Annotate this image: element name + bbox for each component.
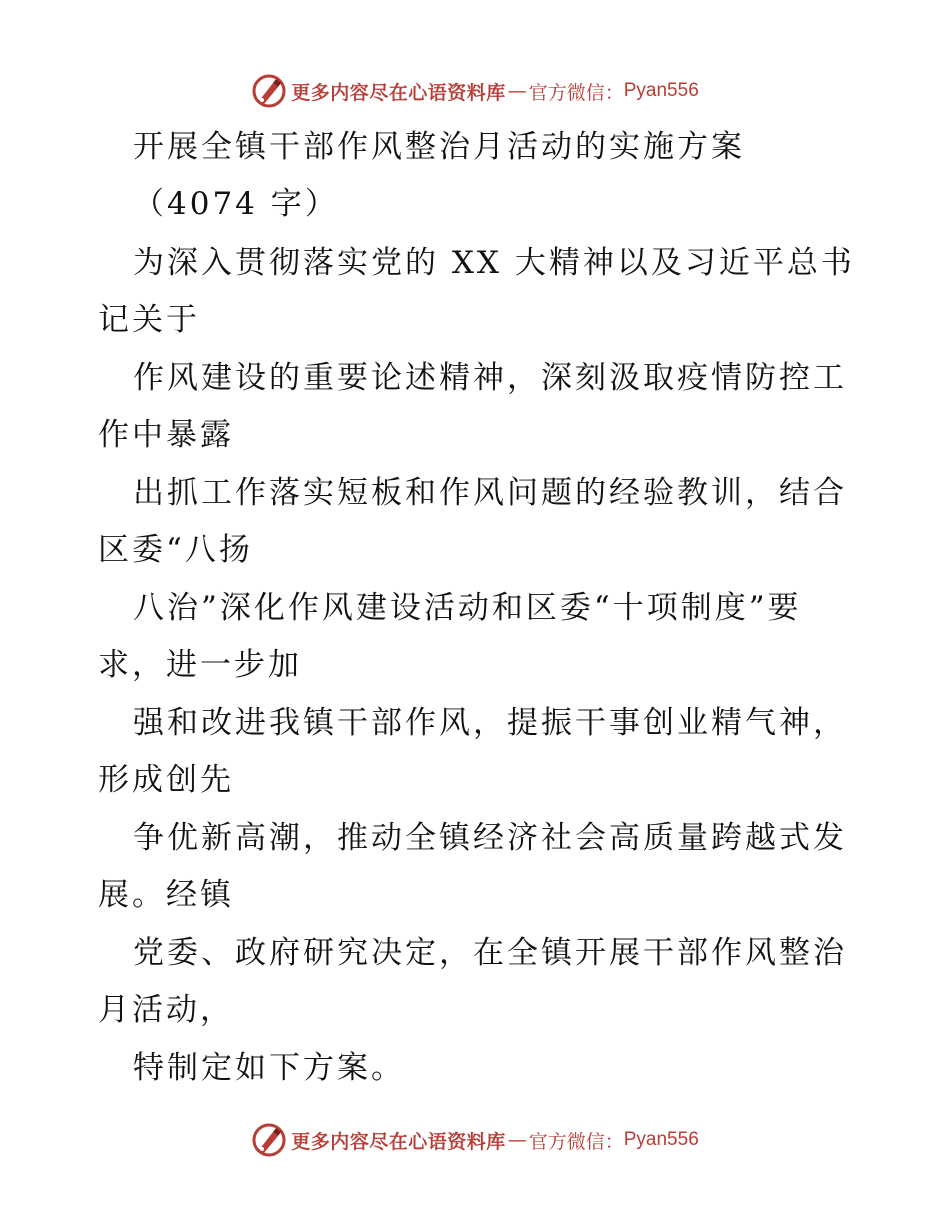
pen-logo-icon <box>251 73 287 109</box>
watermark-wechat-id: Pyan556 <box>623 1129 699 1150</box>
paragraph-line: 作中暴露 <box>98 417 234 453</box>
watermark-wechat-label: 官方微信： <box>528 81 624 104</box>
paragraph-line: 求，进一步加 <box>98 647 302 683</box>
paragraph-line: 争优新高潮，推动全镇经济社会高质量跨越式发 <box>133 820 847 856</box>
watermark-wechat-label: 官方微信： <box>528 1130 624 1153</box>
paragraph-line: 出抓工作落实短板和作风问题的经验教训，结合 <box>133 475 847 511</box>
watermark-dash: — <box>507 80 527 102</box>
paragraph-line: 八治”深化作风建设活动和区委“十项制度”要 <box>133 590 802 626</box>
watermark-wechat-id: Pyan556 <box>623 80 699 101</box>
watermark-dash: — <box>507 1129 527 1151</box>
pen-logo-icon <box>251 1122 287 1158</box>
paragraph-line: 区委“八扬 <box>98 532 253 568</box>
paragraph-line: 作风建设的重要论述精神，深刻汲取疫情防控工 <box>133 360 847 396</box>
watermark-header <box>0 71 950 111</box>
watermark-site-text: 更多内容尽在心语资料库 <box>291 1130 506 1153</box>
watermark-site-text: 更多内容尽在心语资料库 <box>291 81 506 104</box>
paragraph-line: 月活动， <box>98 992 234 1028</box>
paragraph-line: 为深入贯彻落实党的 XX 大精神以及习近平总书 <box>133 245 855 281</box>
paragraph-line: 形成创先 <box>98 762 234 798</box>
watermark-footer <box>0 1120 950 1160</box>
paragraph-line: 党委、政府研究决定，在全镇开展干部作风整治 <box>133 935 847 971</box>
paragraph-line: 特制定如下方案。 <box>133 1050 405 1086</box>
paragraph-line: 展。经镇 <box>98 877 234 913</box>
document-title: 开展全镇干部作风整治月活动的实施方案 <box>133 129 745 165</box>
paragraph-line: 强和改进我镇干部作风，提振干事创业精气神， <box>133 705 847 741</box>
paragraph-line: 记关于 <box>98 302 200 338</box>
word-count: （4074 字） <box>133 186 339 222</box>
